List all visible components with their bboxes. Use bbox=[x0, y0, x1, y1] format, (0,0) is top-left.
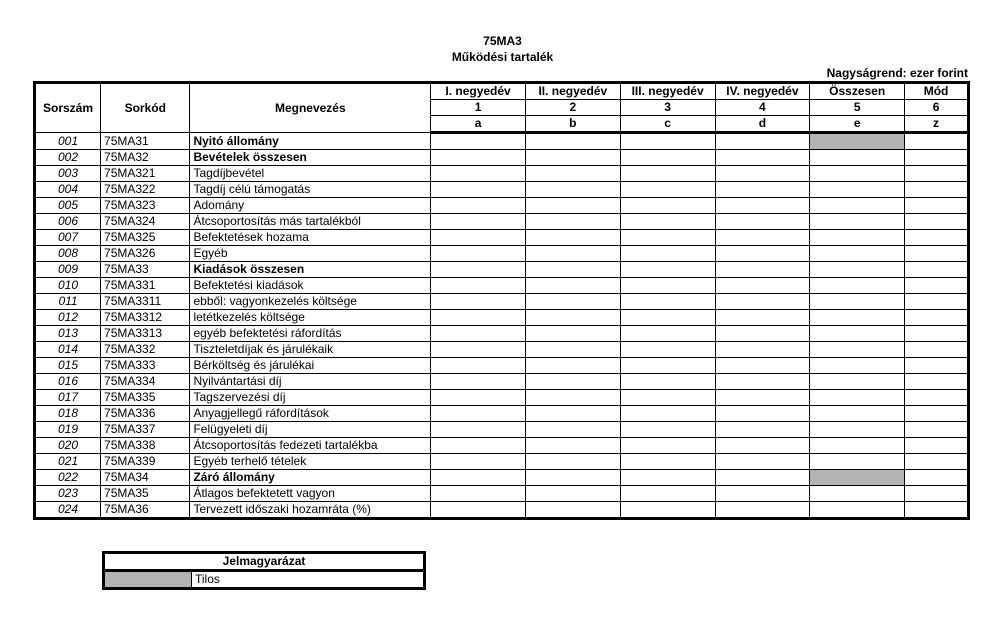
value-cell[interactable] bbox=[715, 262, 810, 278]
row-number: 012 bbox=[35, 310, 101, 326]
value-cell[interactable] bbox=[905, 422, 969, 438]
value-cell[interactable] bbox=[431, 454, 526, 470]
value-cell[interactable] bbox=[431, 166, 526, 182]
row-number: 007 bbox=[35, 230, 101, 246]
value-cell[interactable] bbox=[525, 294, 620, 310]
table-row bbox=[35, 150, 969, 166]
header-col-2-name: II. negyedév bbox=[525, 83, 620, 100]
header-sorszam: Sorszám bbox=[35, 83, 101, 133]
value-cell[interactable] bbox=[905, 502, 969, 519]
value-cell[interactable] bbox=[620, 294, 715, 310]
value-cell[interactable] bbox=[525, 133, 620, 150]
legend-table bbox=[102, 551, 426, 590]
value-cell[interactable] bbox=[620, 470, 715, 486]
value-cell[interactable] bbox=[810, 278, 905, 294]
row-name: Záró állomány bbox=[190, 470, 431, 486]
value-cell[interactable] bbox=[905, 182, 969, 198]
value-cell[interactable] bbox=[620, 278, 715, 294]
value-cell[interactable] bbox=[905, 150, 969, 166]
table-row bbox=[35, 502, 969, 519]
row-name: Befektetések hozama bbox=[190, 230, 431, 246]
value-cell[interactable] bbox=[810, 438, 905, 454]
row-code: 75MA333 bbox=[101, 358, 190, 374]
table-row bbox=[35, 438, 969, 454]
value-cell[interactable] bbox=[525, 502, 620, 519]
form-code-title: 75MA3 bbox=[483, 34, 522, 48]
value-cell[interactable] bbox=[715, 326, 810, 342]
table-row bbox=[35, 294, 969, 310]
value-cell[interactable] bbox=[715, 374, 810, 390]
row-code: 75MA36 bbox=[101, 502, 190, 519]
value-cell[interactable] bbox=[620, 150, 715, 166]
value-cell[interactable] bbox=[905, 438, 969, 454]
value-cell[interactable] bbox=[715, 150, 810, 166]
value-cell[interactable] bbox=[525, 438, 620, 454]
value-cell[interactable] bbox=[905, 486, 969, 502]
value-cell[interactable] bbox=[715, 246, 810, 262]
value-cell[interactable] bbox=[905, 310, 969, 326]
row-name: Tiszteletdíjak és járulékaik bbox=[190, 342, 431, 358]
row-number: 023 bbox=[35, 486, 101, 502]
legend-swatch-forbidden bbox=[104, 571, 192, 589]
row-name: Átcsoportosítás más tartalékból bbox=[190, 214, 431, 230]
value-cell[interactable] bbox=[905, 133, 969, 150]
value-cell[interactable] bbox=[620, 390, 715, 406]
row-name: Befektetési kiadások bbox=[190, 278, 431, 294]
row-number: 019 bbox=[35, 422, 101, 438]
unit-label: Nagyságrend: ezer forint bbox=[826, 66, 968, 80]
row-code: 75MA323 bbox=[101, 198, 190, 214]
value-cell[interactable] bbox=[905, 262, 969, 278]
value-cell[interactable] bbox=[715, 182, 810, 198]
value-cell[interactable] bbox=[620, 358, 715, 374]
value-cell[interactable] bbox=[525, 486, 620, 502]
value-cell[interactable] bbox=[431, 422, 526, 438]
value-cell[interactable] bbox=[525, 342, 620, 358]
row-name: Egyéb terhelő tételek bbox=[190, 454, 431, 470]
value-cell[interactable] bbox=[620, 502, 715, 519]
table-row bbox=[35, 358, 969, 374]
value-cell[interactable] bbox=[525, 374, 620, 390]
value-cell[interactable] bbox=[431, 262, 526, 278]
value-cell[interactable] bbox=[905, 454, 969, 470]
value-cell[interactable] bbox=[431, 133, 526, 150]
header-col-2-letter: b bbox=[525, 116, 620, 133]
table-row bbox=[35, 390, 969, 406]
value-cell[interactable] bbox=[431, 294, 526, 310]
value-cell[interactable] bbox=[810, 374, 905, 390]
table-row bbox=[35, 278, 969, 294]
row-name: Bevételek összesen bbox=[190, 150, 431, 166]
row-name: Felügyeleti díj bbox=[190, 422, 431, 438]
value-cell[interactable] bbox=[525, 310, 620, 326]
value-cell[interactable] bbox=[715, 278, 810, 294]
value-cell[interactable] bbox=[620, 198, 715, 214]
row-number: 015 bbox=[35, 358, 101, 374]
value-cell[interactable] bbox=[431, 470, 526, 486]
value-cell[interactable] bbox=[810, 198, 905, 214]
value-cell[interactable] bbox=[715, 470, 810, 486]
row-code: 75MA33 bbox=[101, 262, 190, 278]
row-name: Adomány bbox=[190, 198, 431, 214]
value-cell[interactable] bbox=[905, 326, 969, 342]
value-cell[interactable] bbox=[431, 182, 526, 198]
value-cell[interactable] bbox=[525, 214, 620, 230]
row-code: 75MA334 bbox=[101, 374, 190, 390]
table-row bbox=[35, 310, 969, 326]
value-cell[interactable] bbox=[620, 133, 715, 150]
value-cell[interactable] bbox=[431, 326, 526, 342]
row-code: 75MA326 bbox=[101, 246, 190, 262]
value-cell[interactable] bbox=[715, 310, 810, 326]
value-cell[interactable] bbox=[715, 294, 810, 310]
value-cell[interactable] bbox=[525, 278, 620, 294]
table-row bbox=[35, 422, 969, 438]
row-name: Egyéb bbox=[190, 246, 431, 262]
row-number: 002 bbox=[35, 150, 101, 166]
row-number: 008 bbox=[35, 246, 101, 262]
row-name: Átcsoportosítás fedezeti tartalékba bbox=[190, 438, 431, 454]
value-cell[interactable] bbox=[431, 150, 526, 166]
value-cell[interactable] bbox=[620, 246, 715, 262]
row-code: 75MA338 bbox=[101, 438, 190, 454]
value-cell[interactable] bbox=[620, 230, 715, 246]
value-cell[interactable] bbox=[810, 342, 905, 358]
value-cell[interactable] bbox=[525, 182, 620, 198]
value-cell[interactable] bbox=[620, 374, 715, 390]
value-cell[interactable] bbox=[525, 358, 620, 374]
row-name: Bérköltség és járulékai bbox=[190, 358, 431, 374]
header-col-3-number: 3 bbox=[620, 100, 715, 116]
table-row bbox=[35, 406, 969, 422]
value-cell[interactable] bbox=[905, 390, 969, 406]
value-cell[interactable] bbox=[715, 390, 810, 406]
value-cell[interactable] bbox=[620, 182, 715, 198]
value-cell[interactable] bbox=[810, 390, 905, 406]
table-row bbox=[35, 470, 969, 486]
value-cell[interactable] bbox=[715, 198, 810, 214]
table-row bbox=[35, 182, 969, 198]
table-row bbox=[35, 246, 969, 262]
value-cell[interactable] bbox=[715, 342, 810, 358]
row-code: 75MA34 bbox=[101, 470, 190, 486]
value-cell[interactable] bbox=[525, 150, 620, 166]
header-col-6-number: 6 bbox=[905, 100, 969, 116]
row-name: Nyitó állomány bbox=[190, 133, 431, 150]
value-cell[interactable] bbox=[525, 230, 620, 246]
row-number: 018 bbox=[35, 406, 101, 422]
value-cell[interactable] bbox=[810, 182, 905, 198]
row-number: 005 bbox=[35, 198, 101, 214]
header-col-4-letter: d bbox=[715, 116, 810, 133]
value-cell[interactable] bbox=[525, 198, 620, 214]
value-cell[interactable] bbox=[525, 422, 620, 438]
table-row bbox=[35, 166, 969, 182]
value-cell[interactable] bbox=[431, 486, 526, 502]
value-cell[interactable] bbox=[715, 486, 810, 502]
table-row bbox=[35, 262, 969, 278]
legend-title: Jelmagyarázat bbox=[104, 553, 425, 571]
value-cell[interactable] bbox=[810, 486, 905, 502]
value-cell[interactable] bbox=[620, 438, 715, 454]
value-cell[interactable] bbox=[431, 390, 526, 406]
header-col-6-letter: z bbox=[905, 116, 969, 133]
value-cell[interactable] bbox=[525, 262, 620, 278]
value-cell[interactable] bbox=[810, 214, 905, 230]
value-cell[interactable] bbox=[715, 166, 810, 182]
row-name: Nyilvántartási díj bbox=[190, 374, 431, 390]
value-cell[interactable] bbox=[525, 246, 620, 262]
value-cell[interactable] bbox=[810, 422, 905, 438]
value-cell[interactable] bbox=[431, 214, 526, 230]
header-col-5-letter: e bbox=[810, 116, 905, 133]
value-cell[interactable] bbox=[431, 358, 526, 374]
value-cell[interactable] bbox=[715, 358, 810, 374]
row-number: 013 bbox=[35, 326, 101, 342]
value-cell[interactable] bbox=[810, 262, 905, 278]
value-cell[interactable] bbox=[905, 198, 969, 214]
value-cell[interactable] bbox=[715, 230, 810, 246]
row-name: Tagdíj célú támogatás bbox=[190, 182, 431, 198]
row-number: 004 bbox=[35, 182, 101, 198]
value-cell[interactable] bbox=[715, 406, 810, 422]
value-cell[interactable] bbox=[525, 470, 620, 486]
value-cell[interactable] bbox=[431, 438, 526, 454]
table-row bbox=[35, 230, 969, 246]
row-code: 75MA3312 bbox=[101, 310, 190, 326]
row-number: 016 bbox=[35, 374, 101, 390]
header-col-5-name: Összesen bbox=[810, 83, 905, 100]
value-cell[interactable] bbox=[525, 326, 620, 342]
value-cell[interactable] bbox=[810, 294, 905, 310]
value-cell[interactable] bbox=[431, 246, 526, 262]
value-cell[interactable] bbox=[810, 230, 905, 246]
row-name: ebből: vagyonkezelés költsége bbox=[190, 294, 431, 310]
table-row bbox=[35, 454, 969, 470]
value-cell[interactable] bbox=[715, 454, 810, 470]
row-name: Tervezett időszaki hozamráta (%) bbox=[190, 502, 431, 519]
row-code: 75MA336 bbox=[101, 406, 190, 422]
value-cell[interactable] bbox=[431, 230, 526, 246]
value-cell[interactable] bbox=[620, 406, 715, 422]
value-cell[interactable] bbox=[431, 374, 526, 390]
value-cell[interactable] bbox=[620, 486, 715, 502]
row-number: 024 bbox=[35, 502, 101, 519]
value-cell[interactable] bbox=[905, 166, 969, 182]
row-code: 75MA322 bbox=[101, 182, 190, 198]
header-col-3-letter: c bbox=[620, 116, 715, 133]
row-number: 022 bbox=[35, 470, 101, 486]
value-cell[interactable] bbox=[905, 374, 969, 390]
row-number: 020 bbox=[35, 438, 101, 454]
value-cell[interactable] bbox=[905, 406, 969, 422]
row-number: 009 bbox=[35, 262, 101, 278]
value-cell[interactable] bbox=[431, 342, 526, 358]
header-col-4-name: IV. negyedév bbox=[715, 83, 810, 100]
row-code: 75MA31 bbox=[101, 133, 190, 150]
header-megnevezes: Megnevezés bbox=[190, 83, 431, 133]
table-row bbox=[35, 133, 969, 150]
header-col-1-name: I. negyedév bbox=[431, 83, 526, 100]
row-name: Kiadások összesen bbox=[190, 262, 431, 278]
row-number: 021 bbox=[35, 454, 101, 470]
row-number: 006 bbox=[35, 214, 101, 230]
value-cell[interactable] bbox=[431, 502, 526, 519]
row-name: letétkezelés költsége bbox=[190, 310, 431, 326]
value-cell[interactable] bbox=[525, 406, 620, 422]
table-row bbox=[35, 374, 969, 390]
row-number: 011 bbox=[35, 294, 101, 310]
value-cell[interactable] bbox=[905, 342, 969, 358]
header-col-5-number: 5 bbox=[810, 100, 905, 116]
row-number: 001 bbox=[35, 133, 101, 150]
row-code: 75MA321 bbox=[101, 166, 190, 182]
row-code: 75MA324 bbox=[101, 214, 190, 230]
value-cell[interactable] bbox=[620, 214, 715, 230]
forbidden-cell bbox=[810, 133, 905, 150]
row-name: egyéb befektetési ráfordítás bbox=[190, 326, 431, 342]
row-number: 003 bbox=[35, 166, 101, 182]
value-cell[interactable] bbox=[905, 358, 969, 374]
table-row bbox=[35, 486, 969, 502]
row-name: Tagdíjbevétel bbox=[190, 166, 431, 182]
table-row bbox=[35, 214, 969, 230]
row-number: 017 bbox=[35, 390, 101, 406]
row-code: 75MA332 bbox=[101, 342, 190, 358]
header-col-4-number: 4 bbox=[715, 100, 810, 116]
data-table bbox=[33, 81, 970, 520]
value-cell[interactable] bbox=[905, 294, 969, 310]
value-cell[interactable] bbox=[905, 214, 969, 230]
value-cell[interactable] bbox=[810, 358, 905, 374]
value-cell[interactable] bbox=[620, 310, 715, 326]
header-col-1-number: 1 bbox=[431, 100, 526, 116]
value-cell[interactable] bbox=[810, 246, 905, 262]
value-cell[interactable] bbox=[525, 454, 620, 470]
value-cell[interactable] bbox=[905, 230, 969, 246]
table-row bbox=[35, 326, 969, 342]
legend-label-forbidden: Tilos bbox=[192, 571, 425, 589]
table-row bbox=[35, 342, 969, 358]
value-cell[interactable] bbox=[715, 214, 810, 230]
value-cell[interactable] bbox=[810, 166, 905, 182]
value-cell[interactable] bbox=[810, 326, 905, 342]
value-cell[interactable] bbox=[431, 406, 526, 422]
value-cell[interactable] bbox=[431, 198, 526, 214]
table-row bbox=[35, 198, 969, 214]
header-col-2-number: 2 bbox=[525, 100, 620, 116]
value-cell[interactable] bbox=[431, 278, 526, 294]
value-cell[interactable] bbox=[620, 262, 715, 278]
value-cell[interactable] bbox=[620, 326, 715, 342]
row-code: 75MA3313 bbox=[101, 326, 190, 342]
row-name: Átlagos befektetett vagyon bbox=[190, 486, 431, 502]
value-cell[interactable] bbox=[715, 422, 810, 438]
header-col-6-name: Mód bbox=[905, 83, 969, 100]
row-number: 010 bbox=[35, 278, 101, 294]
header-col-3-name: III. negyedév bbox=[620, 83, 715, 100]
row-code: 75MA35 bbox=[101, 486, 190, 502]
row-code: 75MA335 bbox=[101, 390, 190, 406]
row-code: 75MA331 bbox=[101, 278, 190, 294]
value-cell[interactable] bbox=[431, 310, 526, 326]
value-cell[interactable] bbox=[715, 133, 810, 150]
row-name: Anyagjellegű ráfordítások bbox=[190, 406, 431, 422]
value-cell[interactable] bbox=[620, 166, 715, 182]
header-sorkod: Sorkód bbox=[101, 83, 190, 133]
value-cell[interactable] bbox=[905, 470, 969, 486]
header-col-1-letter: a bbox=[431, 116, 526, 133]
row-name: Tagszervezési díj bbox=[190, 390, 431, 406]
value-cell[interactable] bbox=[905, 246, 969, 262]
value-cell[interactable] bbox=[810, 406, 905, 422]
forbidden-cell bbox=[810, 470, 905, 486]
row-code: 75MA339 bbox=[101, 454, 190, 470]
value-cell[interactable] bbox=[715, 502, 810, 519]
row-number: 014 bbox=[35, 342, 101, 358]
value-cell[interactable] bbox=[620, 454, 715, 470]
form-subtitle: Működési tartalék bbox=[451, 50, 554, 64]
row-code: 75MA337 bbox=[101, 422, 190, 438]
value-cell[interactable] bbox=[620, 422, 715, 438]
value-cell[interactable] bbox=[905, 278, 969, 294]
value-cell[interactable] bbox=[810, 502, 905, 519]
row-code: 75MA325 bbox=[101, 230, 190, 246]
value-cell[interactable] bbox=[810, 150, 905, 166]
value-cell[interactable] bbox=[810, 454, 905, 470]
row-code: 75MA3311 bbox=[101, 294, 190, 310]
value-cell[interactable] bbox=[525, 390, 620, 406]
row-code: 75MA32 bbox=[101, 150, 190, 166]
value-cell[interactable] bbox=[525, 166, 620, 182]
value-cell[interactable] bbox=[620, 342, 715, 358]
value-cell[interactable] bbox=[715, 438, 810, 454]
value-cell[interactable] bbox=[810, 310, 905, 326]
